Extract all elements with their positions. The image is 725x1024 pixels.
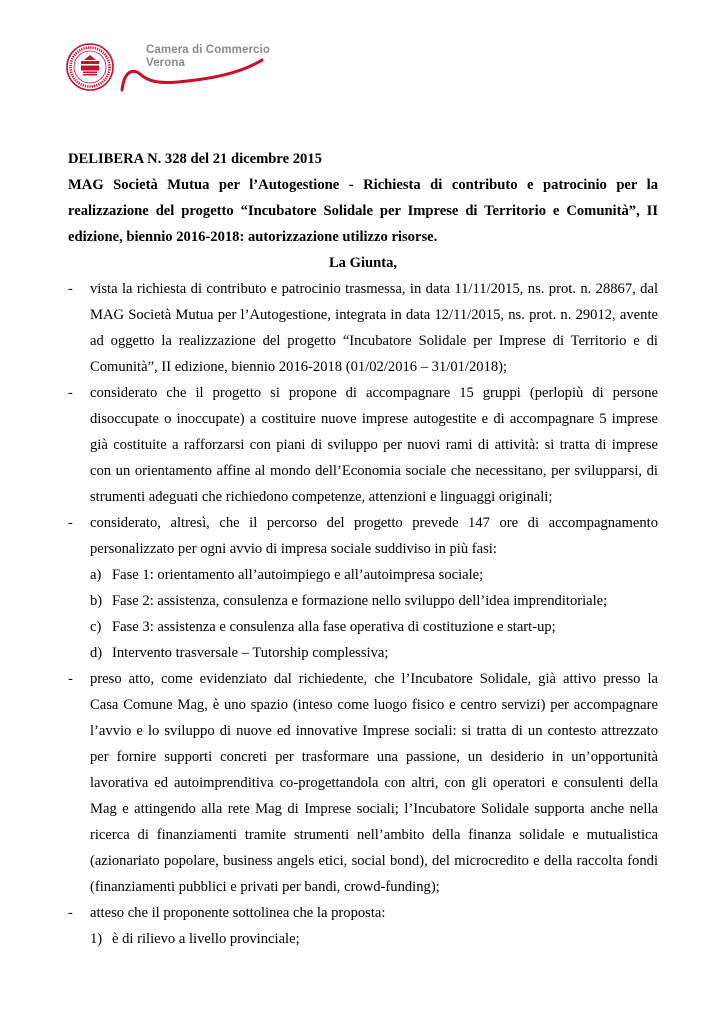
paragraph-line: ad oggetto la realizzazione del progetto “Incubatore Solidale per Imprese di Territorio e di: [90, 333, 658, 349]
document-body: [68, 146, 658, 952]
org-line-2: Verona: [146, 57, 185, 69]
paragraph-line: personalizzato per ogni avvio di impresa sociale suddiviso in più fasi:: [90, 541, 497, 557]
paragraph-line: [68, 666, 658, 692]
point-text: è di rilievo a livello provinciale;: [112, 931, 300, 947]
paragraph-line: [68, 510, 658, 536]
phase-marker: c): [90, 619, 102, 635]
list-dash: -: [68, 515, 73, 531]
logo-swoosh-graphic: [118, 58, 264, 92]
phase-marker: a): [90, 567, 102, 583]
paragraph-line: (azionariato popolare, business angels etici, social bond), del microcredito e della raccolta fondi: [90, 853, 658, 869]
resolution-title: DELIBERA N. 328 del 21 dicembre 2015: [68, 151, 322, 167]
subject-line: edizione, biennio 2016-2018: autorizzazione utilizzo risorse.: [68, 229, 438, 245]
paragraph-line: già costituite a rafforzarsi con piani di sviluppo per nuovi rami di attività: si tratta di imprese: [90, 437, 658, 453]
phase-item: [68, 614, 658, 640]
list-dash: -: [68, 281, 73, 297]
phase-text: Intervento trasversale – Tutorship complessiva;: [112, 645, 389, 661]
chamber-seal-logo: [66, 43, 114, 91]
paragraph-text: vista la richiesta di contributo e patrocinio trasmessa, in data 11/11/2015, ns. prot. n. 28867, dal: [90, 281, 658, 297]
paragraph-line: con un orientamento affine al mondo dell’Economia sociale che necessitano, per svilupparsi, di: [90, 463, 658, 479]
paragraph-line: Casa Comune Mag, è uno spazio (inteso come luogo fisico e centro servizi) per accompagnare: [90, 697, 658, 713]
paragraph-line: MAG Società Mutua per l’Autogestione, integrata in data 12/11/2015, ns. prot. n. 29012, avente: [90, 307, 658, 323]
phase-text: Fase 1: orientamento all’autoimpiego e all’autoimpresa sociale;: [112, 567, 484, 583]
point-item: [68, 926, 658, 952]
paragraph-text: considerato che il progetto si propone di accompagnare 15 gruppi (perlopiù di persone: [90, 385, 658, 401]
paragraph-line: Comunità”, II edizione, biennio 2016-2018 (01/02/2016 – 31/01/2018);: [90, 359, 508, 375]
paragraph-line: Mag e attingendo alla rete Mag di Imprese sociali; l’Incubatore Solidale supporta anche nella: [90, 801, 658, 817]
paragraph-line: per fornire supporti concreti per trasformare una passione, un desiderio in un’opportunità: [90, 749, 658, 765]
body-heading: La Giunta,: [328, 255, 398, 271]
paragraph-line: strumenti adeguati che richiedono competenze, attenzioni e linguaggi originali;: [90, 489, 553, 505]
subject-line: MAG Società Mutua per l’Autogestione - Richiesta di contributo e patrocinio per la: [68, 177, 658, 193]
list-dash: -: [68, 905, 73, 921]
org-line-1: Camera di Commercio: [146, 44, 270, 56]
paragraph-text: atteso che il proponente sottolinea che la proposta:: [90, 905, 386, 921]
phase-marker: d): [90, 645, 103, 661]
paragraph-text: considerato, altresì, che il percorso del progetto prevede 147 ore di accompagnamento: [90, 515, 658, 531]
list-dash: -: [68, 385, 73, 401]
paragraph-line: l’avvio e lo sviluppo di nuove ed innovative Imprese sociali: si tratta di un contesto attrezzato: [90, 723, 658, 739]
paragraph-line: [68, 276, 658, 302]
phase-item: [68, 640, 658, 666]
paragraph-line: [68, 380, 658, 406]
paragraph-text: preso atto, come evidenziato dal richiedente, che l’Incubatore Solidale, già attivo presso la: [90, 671, 658, 687]
paragraph-line: (finanziamenti pubblici e privati per bandi, crowd-funding);: [90, 879, 440, 895]
paragraph-line: ricerca di finanziamenti tramite strumenti nell’ambito della finanza solidale e mutualistica: [90, 827, 658, 843]
paragraph-line: [68, 900, 658, 926]
list-dash: -: [68, 671, 73, 687]
phase-item: [68, 588, 658, 614]
phase-text: Fase 2: assistenza, consulenza e formazione nello sviluppo dell’idea imprenditoriale;: [112, 593, 608, 609]
paragraph-line: lavorativa ed autoimprenditiva co-progettandola con altri, con gli operatori e consulenti della: [90, 775, 658, 791]
subject-line: realizzazione del progetto “Incubatore Solidale per Imprese di Territorio e Comunità”, II: [68, 203, 658, 219]
phase-marker: b): [90, 593, 103, 609]
paragraph-line: disoccupate o inoccupate) a costituire nuove imprese autogestite e di accompagnare 5 imprese: [90, 411, 658, 427]
phase-item: [68, 562, 658, 588]
phase-text: Fase 3: assistenza e consulenza alla fase operativa di costituzione e start-up;: [112, 619, 556, 635]
point-marker: 1): [90, 931, 103, 947]
